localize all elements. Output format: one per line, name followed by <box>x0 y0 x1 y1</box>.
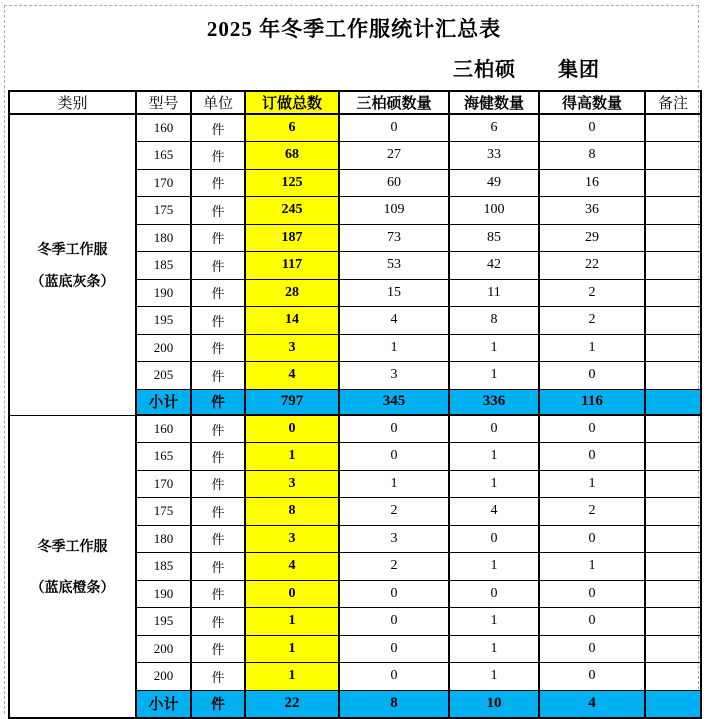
column-header-unit: 单位 <box>191 91 245 114</box>
cell-remark <box>645 525 701 553</box>
cell-unit: 件 <box>191 279 245 307</box>
cell-sanbaishuo-qty: 53 <box>339 252 449 280</box>
cell-unit: 件 <box>191 415 245 443</box>
cell-sanbaishuo-qty: 15 <box>339 279 449 307</box>
cell-order-total: 187 <box>245 224 339 252</box>
table-row <box>9 415 701 443</box>
cell-haijian-qty: 10 <box>449 690 539 718</box>
cell-unit: 件 <box>191 663 245 691</box>
cell-order-total: 117 <box>245 252 339 280</box>
cell-model: 185 <box>136 553 191 581</box>
cell-degao-qty: 0 <box>539 663 645 691</box>
cell-model: 200 <box>136 334 191 362</box>
cell-sanbaishuo-qty: 0 <box>339 608 449 636</box>
cell-order-total: 1 <box>245 608 339 636</box>
cell-order-total: 68 <box>245 142 339 170</box>
cell-order-total: 3 <box>245 525 339 553</box>
cell-degao-qty: 0 <box>539 635 645 663</box>
cell-sanbaishuo-qty: 3 <box>339 362 449 390</box>
cell-sanbaishuo-qty: 1 <box>339 470 449 498</box>
cell-remark <box>645 470 701 498</box>
category-line1: 冬季工作服 <box>37 539 108 555</box>
summary-table <box>8 90 702 719</box>
cell-remark <box>645 635 701 663</box>
cell-sanbaishuo-qty: 73 <box>339 224 449 252</box>
cell-order-total: 0 <box>245 415 339 443</box>
column-header-category: 类别 <box>9 91 136 114</box>
cell-haijian-qty: 1 <box>449 443 539 471</box>
cell-haijian-qty: 33 <box>449 142 539 170</box>
cell-unit: 件 <box>191 608 245 636</box>
cell-remark <box>645 252 701 280</box>
cell-sanbaishuo-qty: 8 <box>339 690 449 718</box>
cell-order-total: 1 <box>245 635 339 663</box>
cell-remark <box>645 663 701 691</box>
cell-remark <box>645 498 701 526</box>
cell-haijian-qty: 1 <box>449 553 539 581</box>
cell-model: 205 <box>136 362 191 390</box>
cell-order-total: 4 <box>245 362 339 390</box>
cell-model: 180 <box>136 224 191 252</box>
cell-haijian-qty: 1 <box>449 635 539 663</box>
cell-order-total: 0 <box>245 580 339 608</box>
cell-model: 175 <box>136 197 191 225</box>
column-header-model: 型号 <box>136 91 191 114</box>
cell-order-total: 14 <box>245 307 339 335</box>
subtotal-label: 小计 <box>136 389 191 415</box>
cell-unit: 件 <box>191 142 245 170</box>
cell-order-total: 3 <box>245 334 339 362</box>
cell-degao-qty: 0 <box>539 415 645 443</box>
category-cell <box>9 114 136 415</box>
cell-order-total: 28 <box>245 279 339 307</box>
category-line1: 冬季工作服 <box>37 242 108 258</box>
cell-remark <box>645 279 701 307</box>
cell-unit: 件 <box>191 307 245 335</box>
cell-sanbaishuo-qty: 0 <box>339 635 449 663</box>
cell-sanbaishuo-qty: 0 <box>339 415 449 443</box>
cell-haijian-qty: 4 <box>449 498 539 526</box>
cell-model: 190 <box>136 279 191 307</box>
cell-sanbaishuo-qty: 0 <box>339 443 449 471</box>
cell-remark <box>645 389 701 415</box>
cell-order-total: 8 <box>245 498 339 526</box>
column-header-order-total: 订做总数 <box>245 91 339 114</box>
cell-unit: 件 <box>191 169 245 197</box>
cell-unit: 件 <box>191 443 245 471</box>
cell-model: 170 <box>136 169 191 197</box>
cell-degao-qty: 0 <box>539 525 645 553</box>
cell-haijian-qty: 336 <box>449 389 539 415</box>
cell-degao-qty: 4 <box>539 690 645 718</box>
table-row <box>9 114 701 142</box>
cell-order-total: 797 <box>245 389 339 415</box>
cell-unit: 件 <box>191 580 245 608</box>
cell-haijian-qty: 0 <box>449 525 539 553</box>
column-header-remark: 备注 <box>645 91 701 114</box>
cell-unit: 件 <box>191 197 245 225</box>
cell-haijian-qty: 11 <box>449 279 539 307</box>
cell-remark <box>645 197 701 225</box>
column-header-sanbaishuo-qty: 三柏硕数量 <box>339 91 449 114</box>
column-header-haijian-qty: 海健数量 <box>449 91 539 114</box>
category-line2: （蓝底灰条） <box>30 274 115 290</box>
cell-model: 165 <box>136 142 191 170</box>
cell-model: 170 <box>136 470 191 498</box>
cell-order-total: 3 <box>245 470 339 498</box>
cell-remark <box>645 415 701 443</box>
cell-remark <box>645 169 701 197</box>
cell-unit: 件 <box>191 362 245 390</box>
cell-degao-qty: 2 <box>539 498 645 526</box>
cell-degao-qty: 1 <box>539 334 645 362</box>
cell-model: 160 <box>136 415 191 443</box>
cell-model: 200 <box>136 663 191 691</box>
cell-sanbaishuo-qty: 345 <box>339 389 449 415</box>
cell-haijian-qty: 6 <box>449 114 539 142</box>
cell-degao-qty: 0 <box>539 114 645 142</box>
cell-unit: 件 <box>191 635 245 663</box>
cell-degao-qty: 0 <box>539 580 645 608</box>
cell-sanbaishuo-qty: 60 <box>339 169 449 197</box>
cell-model: 185 <box>136 252 191 280</box>
category-line2: （蓝底橙条） <box>30 580 115 596</box>
cell-haijian-qty: 42 <box>449 252 539 280</box>
cell-haijian-qty: 1 <box>449 334 539 362</box>
cell-remark <box>645 334 701 362</box>
cell-haijian-qty: 1 <box>449 470 539 498</box>
cell-haijian-qty: 1 <box>449 663 539 691</box>
cell-sanbaishuo-qty: 0 <box>339 663 449 691</box>
cell-unit: 件 <box>191 224 245 252</box>
cell-sanbaishuo-qty: 0 <box>339 580 449 608</box>
cell-haijian-qty: 0 <box>449 580 539 608</box>
cell-sanbaishuo-qty: 3 <box>339 525 449 553</box>
cell-order-total: 1 <box>245 663 339 691</box>
cell-unit: 件 <box>191 252 245 280</box>
cell-order-total: 125 <box>245 169 339 197</box>
cell-remark <box>645 362 701 390</box>
cell-degao-qty: 1 <box>539 470 645 498</box>
cell-remark <box>645 307 701 335</box>
cell-sanbaishuo-qty: 2 <box>339 553 449 581</box>
cell-haijian-qty: 49 <box>449 169 539 197</box>
cell-unit: 件 <box>191 690 245 718</box>
cell-unit: 件 <box>191 525 245 553</box>
cell-remark <box>645 580 701 608</box>
cell-degao-qty: 2 <box>539 279 645 307</box>
cell-model: 200 <box>136 635 191 663</box>
cell-sanbaishuo-qty: 4 <box>339 307 449 335</box>
cell-model: 175 <box>136 498 191 526</box>
column-header-degao-qty: 得高数量 <box>539 91 645 114</box>
cell-order-total: 6 <box>245 114 339 142</box>
cell-unit: 件 <box>191 389 245 415</box>
cell-degao-qty: 36 <box>539 197 645 225</box>
cell-model: 195 <box>136 608 191 636</box>
cell-unit: 件 <box>191 470 245 498</box>
cell-degao-qty: 0 <box>539 362 645 390</box>
cell-order-total: 1 <box>245 443 339 471</box>
cell-haijian-qty: 8 <box>449 307 539 335</box>
cell-degao-qty: 1 <box>539 553 645 581</box>
cell-sanbaishuo-qty: 109 <box>339 197 449 225</box>
page-title: 2025 年冬季工作服统计汇总表 <box>206 17 502 41</box>
cell-degao-qty: 29 <box>539 224 645 252</box>
cell-degao-qty: 16 <box>539 169 645 197</box>
cell-model: 190 <box>136 580 191 608</box>
cell-model: 160 <box>136 114 191 142</box>
cell-degao-qty: 116 <box>539 389 645 415</box>
cell-haijian-qty: 100 <box>449 197 539 225</box>
cell-model: 180 <box>136 525 191 553</box>
cell-remark <box>645 443 701 471</box>
cell-unit: 件 <box>191 334 245 362</box>
cell-remark <box>645 114 701 142</box>
cell-degao-qty: 0 <box>539 608 645 636</box>
cell-haijian-qty: 85 <box>449 224 539 252</box>
cell-order-total: 245 <box>245 197 339 225</box>
cell-sanbaishuo-qty: 27 <box>339 142 449 170</box>
header-row <box>9 91 701 114</box>
cell-remark <box>645 224 701 252</box>
cell-haijian-qty: 0 <box>449 415 539 443</box>
cell-unit: 件 <box>191 498 245 526</box>
cell-model: 165 <box>136 443 191 471</box>
cell-unit: 件 <box>191 114 245 142</box>
company-name: 三柏硕 集团 <box>453 59 600 81</box>
cell-sanbaishuo-qty: 2 <box>339 498 449 526</box>
subtotal-label: 小计 <box>136 690 191 718</box>
cell-degao-qty: 8 <box>539 142 645 170</box>
cell-remark <box>645 553 701 581</box>
cell-unit: 件 <box>191 553 245 581</box>
cell-degao-qty: 0 <box>539 443 645 471</box>
cell-degao-qty: 22 <box>539 252 645 280</box>
category-cell <box>9 415 136 718</box>
cell-order-total: 4 <box>245 553 339 581</box>
cell-sanbaishuo-qty: 0 <box>339 114 449 142</box>
cell-order-total: 22 <box>245 690 339 718</box>
cell-remark <box>645 142 701 170</box>
cell-model: 195 <box>136 307 191 335</box>
cell-degao-qty: 2 <box>539 307 645 335</box>
cell-haijian-qty: 1 <box>449 608 539 636</box>
cell-haijian-qty: 1 <box>449 362 539 390</box>
cell-sanbaishuo-qty: 1 <box>339 334 449 362</box>
cell-remark <box>645 608 701 636</box>
